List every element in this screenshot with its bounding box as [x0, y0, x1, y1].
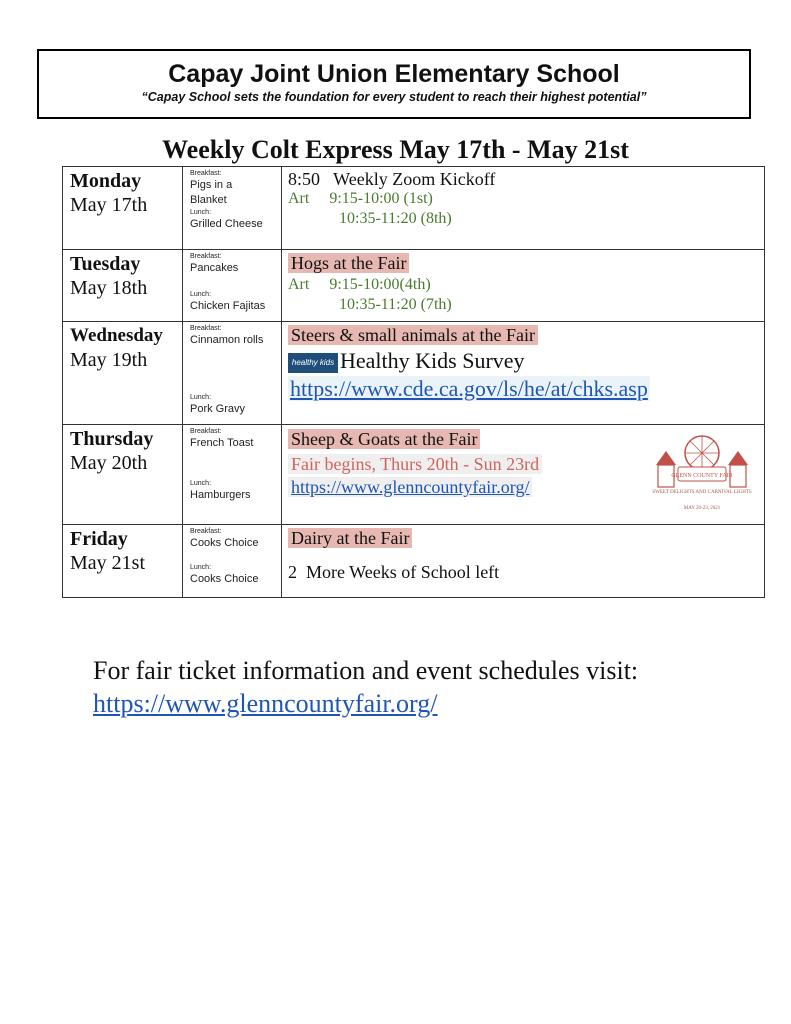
event-line — [288, 527, 764, 550]
events-cell — [282, 425, 765, 525]
survey-link[interactable]: https://www.cde.ca.gov/ls/he/at/chks.asp — [290, 376, 648, 401]
lunch-label: Lunch: — [190, 564, 212, 571]
events-cell — [282, 525, 765, 598]
day-date: May 18th — [70, 277, 148, 299]
events-cell — [282, 167, 765, 250]
lunch-label: Lunch: — [190, 394, 212, 401]
lunch-label: Lunch: — [190, 480, 212, 487]
day-name: Monday — [70, 170, 142, 192]
school-motto: “Capay School sets the foundation for every student to reach their highest potential” — [141, 90, 647, 104]
fair-logo-theme: SWEET DELIGHTS AND CARNIVAL LIGHTS — [652, 490, 752, 495]
day-date: May 17th — [70, 194, 148, 216]
table-row-friday — [63, 525, 765, 598]
table-row-tuesday — [63, 250, 765, 322]
lunch-label: Lunch: — [190, 291, 212, 298]
day-date: May 19th — [70, 349, 148, 371]
breakfast-label: Breakfast: — [190, 170, 222, 177]
school-header-box — [37, 49, 751, 119]
events-cell — [282, 322, 765, 425]
lunch-label: Lunch: — [190, 209, 212, 216]
survey-line — [288, 347, 764, 375]
breakfast-label: Breakfast: — [190, 253, 222, 260]
lunch-item: Hamburgers — [190, 489, 251, 501]
day-cell — [63, 425, 183, 525]
day-cell — [63, 167, 183, 250]
weekly-schedule-table — [62, 166, 765, 598]
table-row-wednesday — [63, 322, 765, 425]
county-fair-logo-icon — [648, 429, 756, 515]
breakfast-label: Breakfast: — [190, 528, 222, 535]
breakfast-item: French Toast — [190, 437, 254, 449]
school-name: Capay Joint Union Elementary School — [168, 60, 620, 88]
fair-logo-dates: MAY 20-23, 2021 — [683, 506, 721, 511]
art-schedule: Art 9:15-10:00 (1st) — [288, 190, 433, 207]
day-cell — [63, 525, 183, 598]
fair-link[interactable]: https://www.glenncountyfair.org/ — [288, 477, 532, 497]
table-row-monday — [63, 167, 765, 250]
day-date: May 20th — [70, 452, 148, 474]
event-line — [288, 252, 764, 275]
event-line: 8:50 Weekly Zoom Kickoff — [288, 169, 496, 189]
survey-title: Healthy Kids Survey — [340, 348, 525, 373]
events-cell — [282, 250, 765, 322]
footer-text: For fair ticket information and event schedules visit: — [93, 656, 639, 685]
breakfast-item: Cooks Choice — [190, 537, 259, 549]
breakfast-label: Breakfast: — [190, 325, 222, 332]
fair-event-highlight: Sheep & Goats at the Fair — [288, 429, 480, 449]
week-title: Weekly Colt Express May 17th - May 21st — [162, 135, 629, 164]
lunch-item: Chicken Fajitas — [190, 300, 266, 312]
day-name: Friday — [70, 528, 128, 550]
breakfast-label: Breakfast: — [190, 428, 222, 435]
breakfast-item: Pigs in a Blanket — [190, 179, 233, 206]
fair-dates: Fair begins, Thurs 20th - Sun 23rd — [288, 454, 542, 474]
menu-cell — [183, 525, 282, 598]
art-schedule: Art 9:15-10:00(4th) — [288, 276, 431, 293]
day-cell — [63, 322, 183, 425]
table-row-thursday — [63, 425, 765, 525]
lunch-item: Grilled Cheese — [190, 218, 263, 230]
day-date: May 21st — [70, 552, 145, 574]
footer-fair-link[interactable]: https://www.glenncountyfair.org/ — [93, 689, 438, 718]
fair-event-highlight: Dairy at the Fair — [288, 528, 412, 548]
day-name: Tuesday — [70, 253, 141, 275]
weeks-left-line: 2 More Weeks of School left — [288, 562, 500, 582]
lunch-item: Pork Gravy — [190, 403, 246, 415]
day-cell — [63, 250, 183, 322]
menu-cell — [183, 167, 282, 250]
menu-cell — [183, 250, 282, 322]
healthy-kids-logo-icon: healthy kids — [288, 353, 338, 373]
event-line — [288, 324, 764, 347]
fair-logo-name: GLENN COUNTY FAIR — [671, 473, 733, 479]
breakfast-item: Cinnamon rolls — [190, 334, 264, 346]
day-name: Wednesday — [70, 325, 163, 346]
menu-cell — [183, 322, 282, 425]
day-name: Thursday — [70, 428, 154, 450]
art-schedule-2: 10:35-11:20 (7th) — [339, 296, 452, 313]
fair-event-highlight: Steers & small animals at the Fair — [288, 325, 538, 345]
survey-link-line — [288, 375, 764, 403]
fair-event-highlight: Hogs at the Fair — [288, 253, 409, 273]
art-schedule-2: 10:35-11:20 (8th) — [339, 210, 452, 227]
menu-cell — [183, 425, 282, 525]
breakfast-item: Pancakes — [190, 262, 239, 274]
lunch-item: Cooks Choice — [190, 573, 259, 585]
